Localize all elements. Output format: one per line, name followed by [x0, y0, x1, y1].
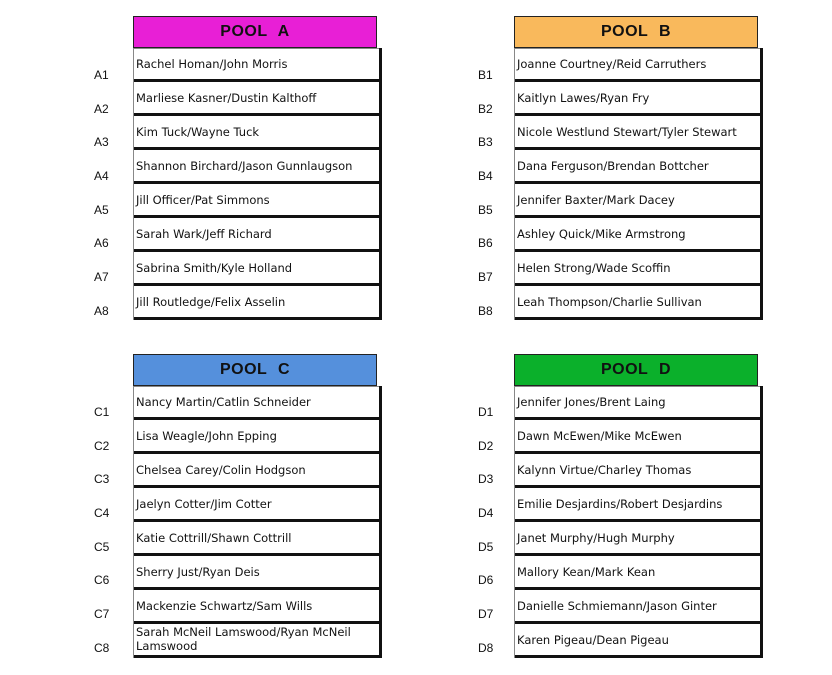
table-row: Lisa Weagle/John Epping: [134, 420, 379, 454]
table-row: Marliese Kasner/Dustin Kalthoff: [134, 82, 379, 116]
table-row: Kalynn Virtue/Charley Thomas: [515, 454, 760, 488]
table-row: Nicole Westlund Stewart/Tyler Stewart: [515, 116, 760, 150]
seed-label: B1: [478, 68, 493, 82]
seed-label: B8: [478, 304, 493, 318]
seed-label: D3: [478, 472, 494, 486]
seed-label: D1: [478, 405, 494, 419]
table-row: Kim Tuck/Wayne Tuck: [134, 116, 379, 150]
table-row: Jennifer Jones/Brent Laing: [515, 386, 760, 420]
seed-label: C6: [94, 573, 110, 587]
pool-a-header: POOL A: [133, 16, 377, 48]
table-row: Helen Strong/Wade Scoffin: [515, 252, 760, 286]
table-row: Ashley Quick/Mike Armstrong: [515, 218, 760, 252]
table-row: Sarah McNeil Lamswood/Ryan McNeil Lamswood: [134, 624, 379, 658]
seed-label: C8: [94, 641, 110, 655]
table-row: Jill Routledge/Felix Asselin: [134, 286, 379, 320]
seed-label: A3: [94, 135, 109, 149]
table-row: Emilie Desjardins/Robert Desjardins: [515, 488, 760, 522]
seed-label: C7: [94, 607, 110, 621]
table-row: Nancy Martin/Catlin Schneider: [134, 386, 379, 420]
table-row: Kaitlyn Lawes/Ryan Fry: [515, 82, 760, 116]
table-row: Chelsea Carey/Colin Hodgson: [134, 454, 379, 488]
table-row: Jennifer Baxter/Mark Dacey: [515, 184, 760, 218]
seed-label: D4: [478, 506, 494, 520]
seed-label: D2: [478, 439, 494, 453]
table-row: Janet Murphy/Hugh Murphy: [515, 522, 760, 556]
seed-label: C3: [94, 472, 110, 486]
seed-label: C4: [94, 506, 110, 520]
pool-d: [0, 354, 723, 661]
seed-label: B7: [478, 270, 493, 284]
table-row: Sabrina Smith/Kyle Holland: [134, 252, 379, 286]
table-row: Sherry Just/Ryan Deis: [134, 556, 379, 590]
seed-label: C1: [94, 405, 110, 419]
table-row: Dana Ferguson/Brendan Bottcher: [515, 150, 760, 184]
table-row: Leah Thompson/Charlie Sullivan: [515, 286, 760, 320]
seed-label: D5: [478, 540, 494, 554]
pool-b: [0, 16, 737, 323]
seed-label: B6: [478, 236, 493, 250]
table-row: Dawn McEwen/Mike McEwen: [515, 420, 760, 454]
pool-b-header: POOL B: [514, 16, 758, 48]
table-row: Jill Officer/Pat Simmons: [134, 184, 379, 218]
seed-label: D6: [478, 573, 494, 587]
seed-label: D8: [478, 641, 494, 655]
table-row: Danielle Schmiemann/Jason Ginter: [515, 590, 760, 624]
table-row: Sarah Wark/Jeff Richard: [134, 218, 379, 252]
table-row: Mackenzie Schwartz/Sam Wills: [134, 590, 379, 624]
seed-label: C5: [94, 540, 110, 554]
table-row: Joanne Courtney/Reid Carruthers: [515, 48, 760, 82]
seed-label: B3: [478, 135, 493, 149]
seed-label: B4: [478, 169, 493, 183]
seed-label: A8: [94, 304, 109, 318]
seed-label: D7: [478, 607, 494, 621]
seed-label: C2: [94, 439, 110, 453]
seed-label: A1: [94, 68, 109, 82]
table-row: Mallory Kean/Mark Kean: [515, 556, 760, 590]
seed-label: A2: [94, 102, 109, 116]
seed-label: A6: [94, 236, 109, 250]
pool-b-table: [514, 48, 763, 320]
table-row: Katie Cottrill/Shawn Cottrill: [134, 522, 379, 556]
seed-label: A5: [94, 203, 109, 217]
pool-d-table: [514, 386, 763, 658]
table-row: Rachel Homan/John Morris: [134, 48, 379, 82]
table-row: Shannon Birchard/Jason Gunnlaugson: [134, 150, 379, 184]
table-row: Karen Pigeau/Dean Pigeau: [515, 624, 760, 658]
seed-label: A7: [94, 270, 109, 284]
seed-label: A4: [94, 169, 109, 183]
table-row: Jaelyn Cotter/Jim Cotter: [134, 488, 379, 522]
pool-d-header: POOL D: [514, 354, 758, 386]
pool-c-header: POOL C: [133, 354, 377, 386]
seed-label: B2: [478, 102, 493, 116]
seed-label: B5: [478, 203, 493, 217]
